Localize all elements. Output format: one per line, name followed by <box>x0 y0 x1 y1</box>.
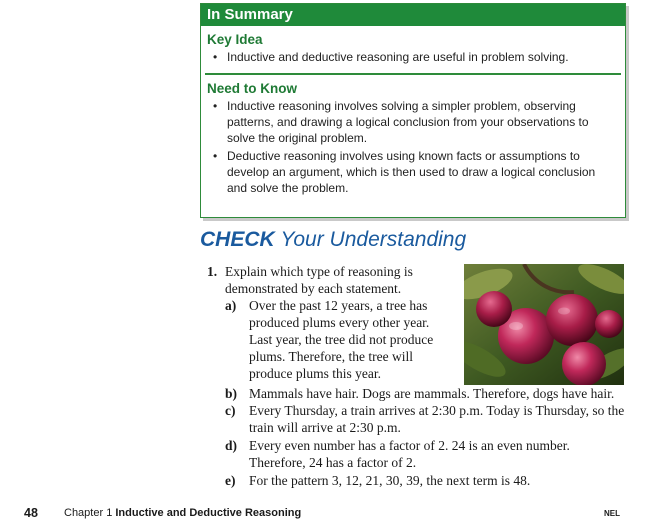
page-number: 48 <box>24 506 38 520</box>
summary-header: In Summary <box>201 4 625 26</box>
plums-photo <box>464 264 624 385</box>
list-item: • Inductive reasoning involves solving a simpler problem, observing patterns, and drawing a logical conclusion from your observations to solve the original problem. <box>213 98 589 145</box>
need-to-know-title: Need to Know <box>207 80 297 96</box>
publisher-mark: NEL <box>604 509 620 518</box>
check-your-understanding-heading: CHECK Your Understanding <box>200 228 467 251</box>
need-to-know-list <box>201 98 625 196</box>
chapter-reference: Chapter 1 Inductive and Deductive Reasoning <box>64 507 302 519</box>
question-stem: Explain which type of reasoning is demonstrated by each statement. <box>225 264 413 296</box>
question-number: 1. <box>207 264 218 279</box>
section-divider <box>205 73 621 75</box>
key-idea-title: Key Idea <box>207 32 263 47</box>
in-summary-box <box>200 3 626 218</box>
page-footer <box>0 504 669 524</box>
list-item: • Inductive and deductive reasoning are useful in problem solving. <box>213 50 569 64</box>
key-idea-list <box>201 49 625 65</box>
list-item: • Deductive reasoning involves using known facts or assumptions to develop an argument, which is then used to draw a logical conclusion and solve the problem. <box>213 148 596 195</box>
